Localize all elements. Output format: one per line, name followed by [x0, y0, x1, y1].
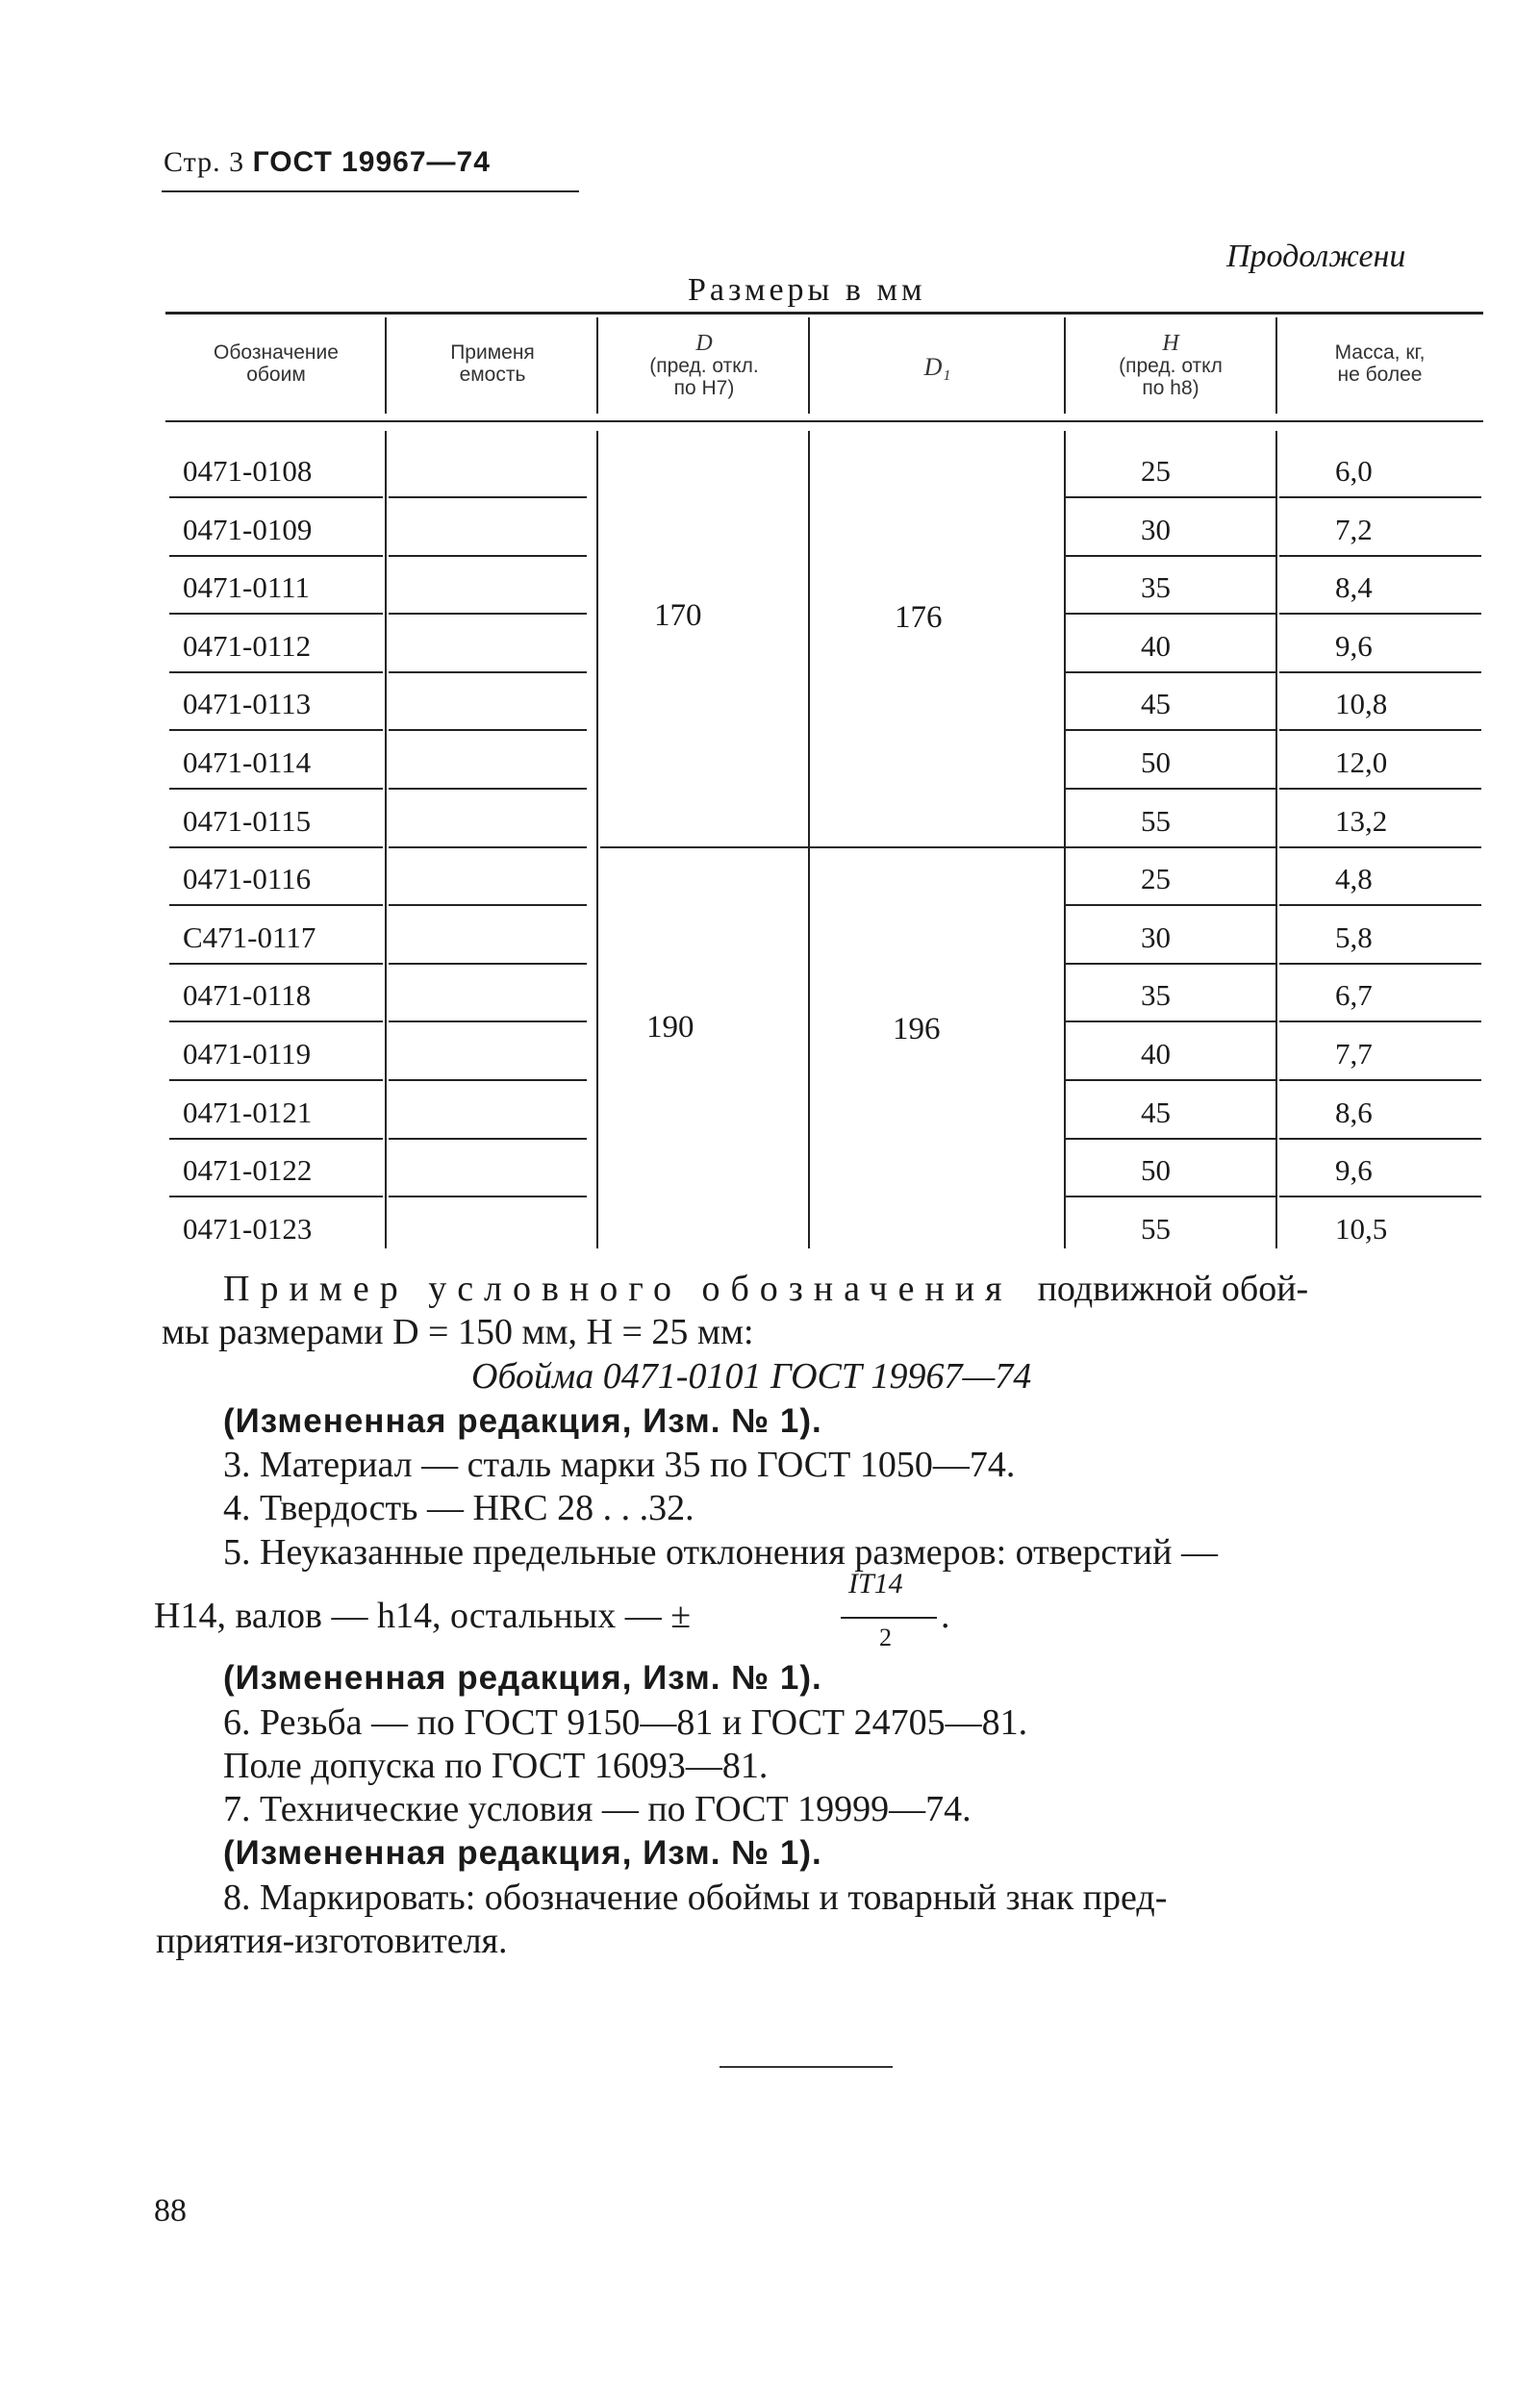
designation-cell: 0471-0109: [183, 512, 313, 546]
table-top-rule: [165, 312, 1483, 315]
amendment-note-2: (Измененная редакция, Изм. № 1).: [223, 1659, 822, 1697]
example-line-2: мы размерами D = 150 мм, H = 25 мм:: [162, 1312, 754, 1352]
header-rule: [162, 190, 579, 192]
column-rule: [1275, 431, 1277, 1248]
fraction-bar: [841, 1617, 937, 1619]
mass-cell: 4,8: [1335, 862, 1373, 896]
row-rule: [169, 1138, 383, 1140]
mass-cell: 9,6: [1335, 1153, 1373, 1188]
mass-cell: 7,2: [1335, 512, 1373, 546]
row-rule: [389, 904, 587, 906]
designation-cell: 0471-0122: [183, 1153, 313, 1188]
page-header: [164, 146, 491, 179]
amendment-note-1: (Измененная редакция, Изм. № 1).: [223, 1402, 822, 1440]
fraction-numerator: IT14: [848, 1568, 903, 1600]
row-rule: [1279, 729, 1481, 731]
row-rule: [1279, 613, 1481, 615]
header-h: H (пред. откл по h8): [1119, 331, 1223, 399]
table-header-rule: [165, 420, 1483, 422]
example-designation: Обойма 0471-0101 ГОСТ 19967—74: [471, 1356, 1032, 1397]
h-cell: 30: [1141, 919, 1171, 954]
d1-value-group-1: 176: [895, 600, 943, 635]
designation-cell: 0471-0115: [183, 803, 312, 838]
row-rule: [1066, 555, 1275, 557]
row-rule: [1279, 1138, 1481, 1140]
mass-cell: 10,5: [1335, 1211, 1388, 1246]
h-cell: 40: [1141, 628, 1171, 663]
standard-number: ГОСТ 19967—74: [252, 146, 491, 178]
row-rule: [169, 1020, 383, 1022]
row-rule: [1066, 1079, 1275, 1081]
h-cell: 45: [1141, 1095, 1171, 1129]
row-rule: [389, 963, 587, 965]
d1-value-group-2: 196: [893, 1012, 941, 1046]
header-designation: Обозначение обоим: [214, 341, 339, 386]
column-rule: [1275, 317, 1277, 414]
h-cell: 30: [1141, 512, 1171, 546]
item-8-continued: приятия-изготовителя.: [156, 1921, 508, 1961]
continued-label: Продолжени: [1226, 239, 1406, 274]
h-cell: 25: [1141, 454, 1171, 488]
item-5: 5. Неуказанные предельные отклонения размеров: отверстий —: [223, 1532, 1218, 1573]
example-paragraph: Пример условного обозначения подвижной обой-: [223, 1269, 1309, 1309]
column-rule: [596, 431, 598, 1248]
row-rule: [1279, 671, 1481, 673]
header-applicability: Применя емость: [450, 341, 535, 386]
row-rule: [1279, 904, 1481, 906]
designation-cell: 0471-0113: [183, 687, 312, 721]
h-cell: 50: [1141, 1153, 1171, 1188]
designation-cell: 0471-0116: [183, 862, 312, 896]
row-rule: [169, 555, 383, 557]
column-rule: [808, 431, 810, 1248]
row-rule: [389, 846, 587, 848]
h-cell: 35: [1141, 570, 1171, 605]
designation-cell: C471-0117: [183, 919, 316, 954]
row-rule: [1279, 846, 1481, 848]
end-rule: [720, 2066, 893, 2068]
item-4: 4. Твердость — HRC 28 . . .32.: [223, 1488, 694, 1528]
row-rule: [1279, 1079, 1481, 1081]
designation-cell: 0471-0118: [183, 978, 312, 1013]
designation-cell: 0471-0123: [183, 1211, 313, 1246]
page-prefix: Стр. 3: [164, 146, 245, 178]
row-rule: [1066, 496, 1275, 498]
row-rule: [169, 613, 383, 615]
row-rule: [169, 1079, 383, 1081]
row-rule: [1279, 1196, 1481, 1197]
row-rule: [1279, 788, 1481, 790]
row-rule: [1066, 1138, 1275, 1140]
d-value-group-2: 190: [646, 1010, 694, 1045]
row-rule: [1066, 1020, 1275, 1022]
mass-cell: 5,8: [1335, 919, 1373, 954]
row-rule: [1066, 904, 1275, 906]
d-value-group-1: 170: [654, 598, 702, 633]
header-mass: Масса, кг, не более: [1334, 341, 1426, 386]
row-rule: [169, 788, 383, 790]
item-5-continued: H14, валов — h14, остальных — ±: [154, 1596, 692, 1636]
header-d: D (пред. откл. по H7): [649, 331, 759, 399]
item-3: 3. Материал — сталь марки 35 по ГОСТ 1050—74.: [223, 1445, 1016, 1485]
column-rule: [385, 431, 387, 1248]
row-rule: [389, 1079, 587, 1081]
mass-cell: 10,8: [1335, 687, 1388, 721]
mass-cell: 8,6: [1335, 1095, 1373, 1129]
mass-cell: 6,7: [1335, 978, 1373, 1013]
h-cell: 40: [1141, 1037, 1171, 1071]
row-rule: [169, 729, 383, 731]
row-rule: [1279, 555, 1481, 557]
row-rule: [389, 613, 587, 615]
row-rule: [1066, 963, 1275, 965]
row-rule: [169, 846, 383, 848]
h-cell: 45: [1141, 687, 1171, 721]
page-number: 88: [154, 2193, 187, 2229]
designation-cell: 0471-0112: [183, 628, 312, 663]
item-7: 7. Технические условия — по ГОСТ 19999—74.: [223, 1789, 972, 1829]
h-cell: 55: [1141, 1211, 1171, 1246]
designation-cell: 0471-0108: [183, 454, 313, 488]
mass-cell: 7,7: [1335, 1037, 1373, 1071]
row-rule: [169, 963, 383, 965]
row-rule: [389, 496, 587, 498]
h-cell: 50: [1141, 745, 1171, 779]
mass-cell: 9,6: [1335, 628, 1373, 663]
mass-cell: 8,4: [1335, 570, 1373, 605]
row-rule: [389, 555, 587, 557]
amendment-note-3: (Измененная редакция, Изм. № 1).: [223, 1834, 822, 1872]
designation-cell: 0471-0119: [183, 1037, 312, 1071]
row-rule: [389, 1138, 587, 1140]
h-cell: 55: [1141, 803, 1171, 838]
column-rule: [808, 317, 810, 414]
row-rule: [1066, 671, 1275, 673]
column-rule: [1064, 431, 1066, 1248]
group-rule: [600, 846, 1066, 848]
designation-cell: 0471-0121: [183, 1095, 313, 1129]
mass-cell: 6,0: [1335, 454, 1373, 488]
mass-cell: 13,2: [1335, 803, 1388, 838]
row-rule: [1066, 613, 1275, 615]
row-rule: [389, 1196, 587, 1197]
row-rule: [1279, 963, 1481, 965]
row-rule: [389, 1020, 587, 1022]
row-rule: [169, 496, 383, 498]
row-rule: [1066, 1196, 1275, 1197]
row-rule: [389, 671, 587, 673]
column-rule: [596, 317, 598, 414]
mass-cell: 12,0: [1335, 745, 1388, 779]
row-rule: [1066, 729, 1275, 731]
row-rule: [1066, 846, 1275, 848]
row-rule: [1279, 496, 1481, 498]
row-rule: [1066, 788, 1275, 790]
row-rule: [169, 1196, 383, 1197]
column-rule: [1064, 317, 1066, 414]
row-rule: [389, 729, 587, 731]
h-cell: 35: [1141, 978, 1171, 1013]
item-8: 8. Маркировать: обозначение обоймы и товарный знак пред-: [223, 1877, 1168, 1918]
row-rule: [1279, 1020, 1481, 1022]
fraction-denominator: 2: [879, 1624, 892, 1651]
h-cell: 25: [1141, 862, 1171, 896]
row-rule: [389, 788, 587, 790]
item-5-period: .: [941, 1596, 950, 1636]
designation-cell: 0471-0111: [183, 570, 311, 605]
column-rule: [385, 317, 387, 414]
header-d1: D₁: [923, 353, 951, 381]
designation-cell: 0471-0114: [183, 745, 312, 779]
row-rule: [169, 904, 383, 906]
item-6: 6. Резьба — по ГОСТ 9150—81 и ГОСТ 24705—81.: [223, 1702, 1028, 1743]
units-label: Размеры в мм: [688, 272, 926, 308]
item-6-continued: Поле допуска по ГОСТ 16093—81.: [223, 1746, 769, 1786]
row-rule: [169, 671, 383, 673]
